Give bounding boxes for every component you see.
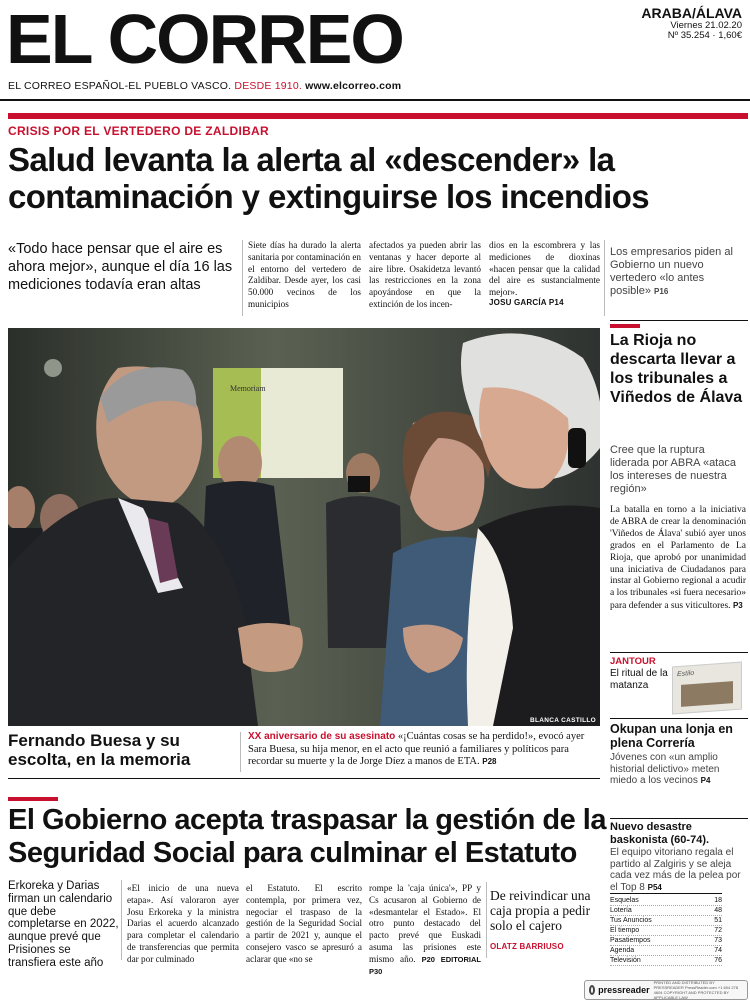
index-label: Agenda [610, 947, 635, 954]
pressreader-icon [589, 985, 595, 995]
sidebar-story-body [610, 505, 746, 613]
story3-rule [610, 818, 748, 819]
index-label: Tus Anuncios [610, 917, 652, 924]
index-label: El tiempo [610, 927, 640, 934]
pressreader-badge[interactable] [584, 980, 748, 1000]
promo-text[interactable]: El ritual de la matanza [610, 668, 668, 691]
sidebar-teaser1-text: Los empresarios piden al Gobierno un nuevo vertedero «lo antes posible» [610, 246, 733, 297]
lead-body-col1: Siete días ha durado la alerta sanitaria por contaminación en el entorno del vertedero de Zaldibar. Desde ayer, los casi 50.000 vecinos de los municipios [248, 240, 362, 309]
sidebar-teaser1[interactable] [610, 246, 744, 298]
photo-credit: BLANCA CASTILLO [529, 717, 596, 724]
lead-headline[interactable]: Salud levanta la alerta al «descender» la contaminación y extinguirse los incendios [8, 141, 650, 215]
sidebar-story-dek: Cree que la ruptura liderada por ABRA «ataca los intereses de nuestra región» [610, 444, 736, 495]
index-row[interactable] [610, 906, 722, 916]
lead-body-col3: dios en la escombrera y las mediciones de dioxinas «hacen pensar que la calidad del aire es sustancialmente mejor». [489, 240, 600, 298]
story2-text: Jóvenes con «un amplio historial delictivo» meten miedo a los vecinos [610, 752, 720, 786]
index-page: 51 [714, 917, 722, 924]
region-label: ARABA/ÁLAVA [641, 5, 742, 21]
caption-body: «¡Cuántas cosas se ha perdido!», evocó ayer Sara Buesa, su hija menor, en el acto que reunió a familiares y políticos para recordar su muerte y la de Jorge Díez a manos de ETA. [248, 731, 585, 768]
story3-title[interactable]: Nuevo desastre baskonista (60-74). [610, 821, 710, 846]
earring-icon [568, 428, 586, 468]
masthead-rule [0, 99, 750, 101]
caption-lead: XX aniversario de su asesinato [248, 731, 396, 742]
tagline-since: DESDE 1910. [234, 80, 302, 92]
second-body-col3-wrap [369, 883, 481, 977]
section-index [610, 893, 722, 966]
index-page: 74 [714, 947, 722, 954]
caption-title[interactable]: Fernando Buesa y su escolta, en la memoria [8, 731, 191, 769]
caption-text [248, 731, 600, 769]
man-hand [238, 623, 303, 672]
photo-illustration [8, 328, 600, 726]
story2-text-wrap [610, 752, 746, 787]
story3-page: P54 [647, 882, 662, 892]
index-page: 76 [714, 957, 722, 964]
site-url[interactable]: www.elcorreo.com [305, 80, 402, 92]
second-divider [121, 880, 122, 960]
story2-rule [610, 718, 748, 719]
promo-magazine-photo [681, 681, 733, 707]
second-red-bar [8, 797, 58, 801]
promo-label: JANTOUR [610, 656, 656, 667]
story3-text-wrap [610, 847, 746, 893]
issue-label: Nº 35.254 · 1,60€ [667, 29, 742, 41]
index-page: 18 [714, 897, 722, 904]
edition-info [641, 6, 742, 41]
sidebar-story-body-text: La batalla en torno a la iniciativa de ABRA de crear la denominación 'Viñedos de Álava' subió ayer unos grados en el Parlamento de La Rioja, que aprobó por unanimidad una iniciativa de Ciudadanos para instar al Gobierno regional a acudir a los tribunales «si fuera necesario» para defender a sus viticultores. [610, 505, 746, 612]
lead-photo[interactable] [8, 328, 600, 726]
index-label: Lotería [610, 907, 632, 914]
story3-text: El equipo vitoriano regala el partido al Zalgiris y se aleja cada vez más de la pelea por el Top 8 [610, 847, 741, 893]
sidebar-divider [604, 240, 605, 316]
index-row[interactable] [610, 936, 722, 946]
second-body-col2: el Estatuto. El escrito contempla, por primera vez, negociar el traspaso de la gestión de la Seguridad Social a partir de 2021 y, aunque el consejero vasco se apresuró a aclarar que «no se [246, 883, 362, 964]
promo-magazine-title: Estilo [677, 669, 695, 679]
second-dek: Erkoreka y Darias firman un calendario que debe completarse en 2022, aunque prevé que Prisiones se transfiera este año [8, 880, 119, 969]
caption-rule [8, 778, 600, 779]
story2-title[interactable]: Okupan una lonja en plena Correría [610, 722, 733, 750]
column-divider [242, 240, 243, 316]
lead-dek: «Todo hace pensar que el aire es ahora mejor», aunque el día 16 las mediciones todavía eran altas [8, 241, 233, 293]
second-headline[interactable]: El Gobierno acepta traspasar la gestión de la Seguridad Social para culminar el Estatuto [8, 804, 606, 869]
sidebar-story-page: P3 [732, 601, 743, 611]
index-page: 48 [714, 907, 722, 914]
masthead-title: EL CORREO [6, 0, 403, 78]
projection-text: Memoriam [230, 384, 266, 393]
index-row[interactable] [610, 916, 722, 926]
date-label: Viernes 21.02.20 [670, 19, 742, 31]
pressreader-note: PRINTED AND DISTRIBUTED BY PRESSREADER PressReader.com +1 604 278 4604 COPYRIGHT AND PROTECTED BY APPLICABLE LAW [653, 980, 738, 1000]
camera-icon [348, 476, 370, 492]
promo-rule [610, 652, 748, 653]
index-page: 72 [714, 927, 722, 934]
index-row[interactable] [610, 956, 722, 966]
second-body-col1: «El inicio de una nueva etapa». Así valoraron ayer Josu Erkoreka y la ministra Darias el acuerdo alcanzado para completar el calendario de transferencias que permita dar por culminado [127, 883, 239, 964]
index-row[interactable] [610, 896, 722, 906]
lead-kicker: CRISIS POR EL VERTEDERO DE ZALDIBAR [8, 124, 269, 138]
second-body-col3: rompe la 'caja única'», PP y Cs acusaron al Gobierno de «desmantelar el Estado». El otro punto destacado del pacto prevé que Euskadi asuma las prisiones este mismo año. [369, 883, 481, 964]
index-label: Esquelas [610, 897, 639, 904]
lead-red-bar [8, 113, 748, 119]
sidebar-story-title[interactable]: La Rioja no descarta llevar a los tribunales a Viñedos de Álava [610, 332, 743, 406]
index-page: 73 [714, 937, 722, 944]
opinion-divider [486, 882, 487, 958]
lead-byline: JOSU GARCÍA P14 [489, 298, 564, 307]
sidebar-teaser1-page: P16 [654, 287, 669, 296]
tagline-main: EL CORREO ESPAÑOL-EL PUEBLO VASCO. [8, 80, 232, 92]
tagline [8, 80, 401, 92]
sidebar-red-bar [610, 324, 640, 328]
story2-page: P4 [700, 776, 711, 785]
promo-magazine-image[interactable] [672, 662, 742, 715]
opinion-author: OLATZ BARRIUSO [490, 942, 564, 951]
index-label: Pasatiempos [610, 937, 651, 944]
index-row[interactable] [610, 926, 722, 936]
opinion-title[interactable]: De reivindicar una caja propia a pedir solo el cajero [490, 888, 591, 933]
index-row[interactable] [610, 946, 722, 956]
caption-page: P28 [482, 757, 497, 767]
caption-divider [240, 732, 241, 772]
sidebar-rule [610, 320, 748, 321]
index-label: Televisión [610, 957, 641, 964]
lead-body-col2: afectados ya pueden abrir las ventanas y hacer deporte al aire libre. Osakidetza levantó las restricciones en la zona apoyándose en que la extinción de los incen- [369, 240, 481, 309]
pressreader-label: pressreader [598, 985, 650, 995]
second-pages: P20 EDITORIAL P30 [369, 954, 481, 976]
